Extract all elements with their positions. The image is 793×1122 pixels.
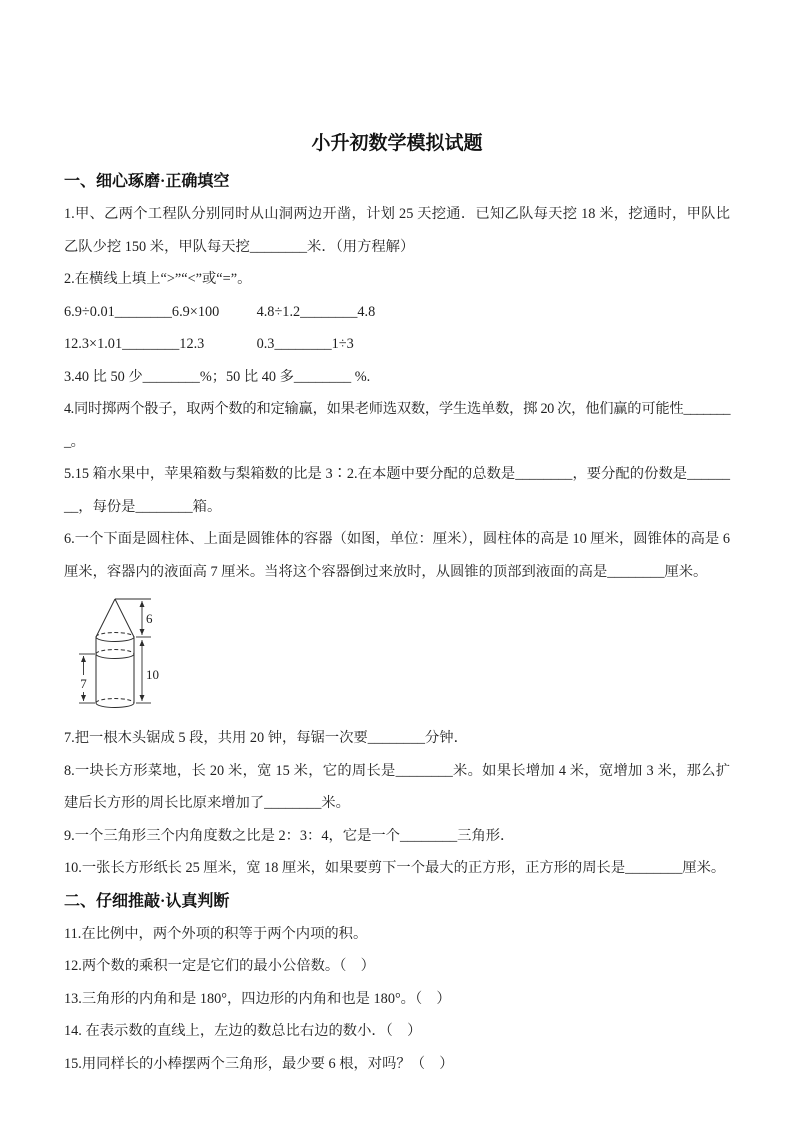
page-title: 小升初数学模拟试题 bbox=[311, 133, 483, 154]
compare-expression: 0.3________1÷3 bbox=[256, 336, 354, 352]
question-4: 4.同时掷两个骰子，取两个数的和定输赢，如果老师选双数，学生选单数，掷 20 次，他们赢的可能性________。 bbox=[64, 401, 730, 450]
compare-expression: 12.3×1.01________12.3 bbox=[64, 336, 205, 352]
compare-expression: 4.8÷1.2________4.8 bbox=[256, 303, 376, 320]
liquid-height-label: 7 bbox=[80, 676, 87, 691]
question-7: 7.把一根木头锯成 5 段，共用 20 钟，每锯一次要________分钟． bbox=[64, 730, 468, 746]
dimension-liquid-height bbox=[79, 654, 95, 703]
question-3: 3.40 比 50 少________%；50 比 40 多________ %. bbox=[64, 368, 371, 385]
question-10: 10.一张长方形纸长 25 厘米，宽 18 厘米，如果要剪下一个最大的正方形，正方形的周长是________厘米。 bbox=[64, 860, 726, 876]
section-true-false bbox=[64, 885, 730, 1081]
question-2-intro: 2.在横线上填上“>”“<”或“=”。 bbox=[64, 271, 252, 287]
question-1: 1.甲、乙两个工程队分别同时从山洞两边开凿，计划 25 天挖通．已知乙队每天挖 18 米，挖通时，甲队比乙队少挖 150 米，甲队每天挖________米．（用方程解） bbox=[64, 206, 730, 255]
cylinder-height-label: 10 bbox=[146, 667, 159, 682]
question-6: 6.一个下面是圆柱体、上面是圆锥体的容器（如图，单位：厘米），圆柱体的高是 10 厘米，圆锥体的高是 6 厘米，容器内的液面高 7 厘米。当将这个容器倒过来放时，从圆锥的顶部到液面的高是________厘米。 bbox=[64, 531, 730, 580]
liquid-level-line bbox=[96, 650, 134, 659]
question-2-row-1 bbox=[64, 296, 730, 329]
question-8: 8.一块长方形菜地，长 20 米，宽 15 米，它的周长是________米。如果长增加 4 米，宽增加 3 米，那么扩建后长方形的周长比原来增加了________米。 bbox=[64, 762, 730, 811]
question-5: 5.15 箱水果中，苹果箱数与梨箱数的比是 3∶2.在本题中要分配的总数是________，要分配的份数是________，每份是________箱。 bbox=[64, 466, 730, 515]
cone-cylinder-figure bbox=[72, 590, 730, 722]
question-11: 11.在比例中，两个外项的积等于两个内项的积。 bbox=[64, 925, 368, 942]
compare-expression: 6.9÷0.01________6.9×100 bbox=[64, 303, 220, 320]
dimension-cone-height bbox=[115, 599, 153, 637]
question-13: 13.三角形的内角和是 180°，四边形的内角和也是 180°。（ ） bbox=[64, 990, 451, 1007]
section-2-heading: 二、仔细推敲·认真判断 bbox=[64, 892, 230, 910]
cone-height-label: 6 bbox=[146, 611, 153, 626]
section-fill-in-blanks bbox=[64, 165, 730, 885]
cylinder-shape bbox=[96, 637, 134, 708]
cone-shape bbox=[96, 599, 134, 642]
section-1-heading: 一、细心琢磨·正确填空 bbox=[64, 173, 230, 190]
dimension-cylinder-height bbox=[136, 640, 159, 703]
question-9: 9.一个三角形三个内角度数之比是 2：3：4，它是一个________三角形． bbox=[64, 827, 515, 844]
question-14: 14. 在表示数的直线上，左边的数总比右边的数小．（ ） bbox=[64, 1023, 422, 1039]
question-2-row-2 bbox=[64, 328, 730, 361]
cone-cylinder-diagram bbox=[72, 590, 232, 722]
question-15: 15.用同样长的小棒摆两个三角形，最少要 6 根，对吗？（ ） bbox=[64, 1055, 454, 1072]
question-12: 12.两个数的乘积一定是它们的最小公倍数。（ ） bbox=[64, 958, 375, 974]
